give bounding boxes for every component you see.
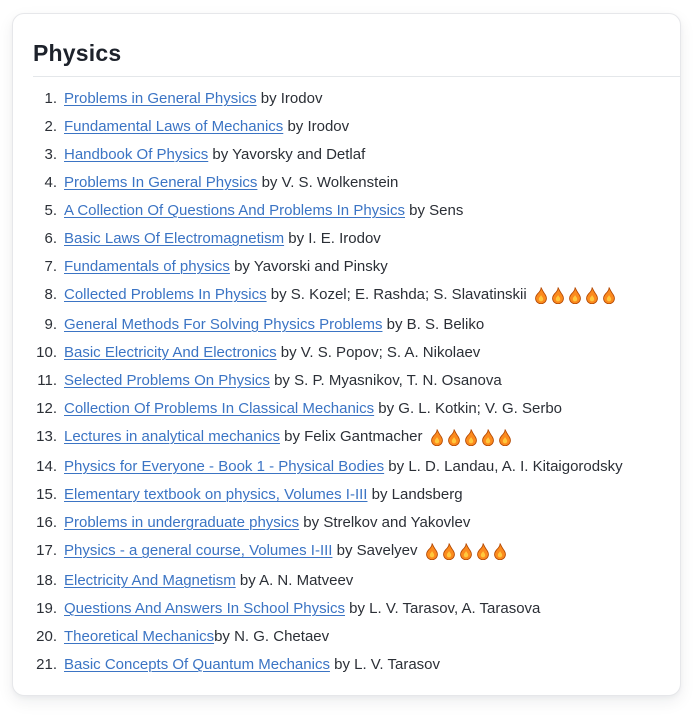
fire-rating bbox=[533, 283, 618, 311]
book-link[interactable]: General Methods For Solving Physics Problems bbox=[64, 316, 383, 333]
item-number: 2. bbox=[44, 118, 57, 135]
item-author: by Yavorski and Pinsky bbox=[229, 258, 388, 275]
fire-icon bbox=[475, 543, 491, 560]
fire-icon bbox=[601, 287, 617, 304]
item-author: by Irodov bbox=[256, 90, 323, 107]
fire-icon bbox=[446, 429, 462, 446]
item-number: 6. bbox=[44, 230, 57, 247]
list-item bbox=[33, 141, 668, 169]
list-item bbox=[33, 85, 668, 113]
book-link[interactable]: Basic Concepts Of Quantum Mechanics bbox=[64, 656, 330, 673]
list-item bbox=[33, 481, 668, 509]
fire-icon bbox=[584, 287, 600, 304]
item-number: 3. bbox=[44, 146, 57, 163]
list-item bbox=[33, 339, 668, 367]
fire-rating bbox=[429, 425, 514, 453]
item-number: 5. bbox=[44, 202, 57, 219]
book-link[interactable]: Collection Of Problems In Classical Mechanics bbox=[64, 400, 375, 417]
list-item bbox=[33, 623, 668, 651]
item-author: by L. V. Tarasov bbox=[329, 656, 441, 673]
fire-icon bbox=[497, 429, 513, 446]
item-author: by S. P. Myasnikov, T. N. Osanova bbox=[269, 372, 502, 389]
book-link[interactable]: A Collection Of Questions And Problems In Physics bbox=[64, 202, 405, 219]
item-author: by V. S. Wolkenstein bbox=[257, 174, 399, 191]
list-item bbox=[33, 169, 668, 197]
item-number: 21. bbox=[36, 656, 57, 673]
book-link[interactable]: Handbook Of Physics bbox=[64, 146, 209, 163]
book-link[interactable]: Basic Laws Of Electromagnetism bbox=[64, 230, 285, 247]
item-author: by B. S. Beliko bbox=[382, 316, 485, 333]
book-list bbox=[33, 85, 668, 679]
book-link[interactable]: Questions And Answers In School Physics bbox=[64, 600, 345, 617]
item-author: by Felix Gantmacher bbox=[279, 428, 423, 445]
item-author: by Yavorsky and Detlaf bbox=[208, 146, 366, 163]
list-item bbox=[33, 567, 668, 595]
list-item bbox=[33, 281, 668, 311]
fire-icon bbox=[492, 543, 508, 560]
item-author: by V. S. Popov; S. A. Nikolaev bbox=[276, 344, 481, 361]
list-item bbox=[33, 453, 668, 481]
item-number: 19. bbox=[36, 600, 57, 617]
item-author: by N. G. Chetaev bbox=[214, 628, 330, 645]
item-number: 15. bbox=[36, 486, 57, 503]
page-title: Physics bbox=[33, 40, 122, 66]
book-link[interactable]: Lectures in analytical mechanics bbox=[64, 428, 280, 445]
item-number: 14. bbox=[36, 458, 57, 475]
fire-icon bbox=[424, 543, 440, 560]
book-link[interactable]: Fundamentals of physics bbox=[64, 258, 230, 275]
list-item bbox=[33, 651, 668, 679]
book-link[interactable]: Theoretical Mechanics bbox=[64, 628, 215, 645]
book-link[interactable]: Selected Problems On Physics bbox=[64, 372, 270, 389]
divider bbox=[33, 76, 680, 77]
list-item bbox=[33, 537, 668, 567]
book-link[interactable]: Problems In General Physics bbox=[64, 174, 258, 191]
list-item bbox=[33, 197, 668, 225]
item-author: by Sens bbox=[405, 202, 464, 219]
item-author: by Landsberg bbox=[367, 486, 463, 503]
item-number: 1. bbox=[44, 90, 57, 107]
list-item bbox=[33, 225, 668, 253]
fire-icon bbox=[458, 543, 474, 560]
fire-icon bbox=[429, 429, 445, 446]
book-link[interactable]: Collected Problems In Physics bbox=[64, 286, 267, 303]
item-number: 10. bbox=[36, 344, 57, 361]
physics-card bbox=[12, 13, 681, 696]
book-link[interactable]: Electricity And Magnetism bbox=[64, 572, 236, 589]
item-author: by L. V. Tarasov, A. Tarasova bbox=[344, 600, 541, 617]
list-item bbox=[33, 395, 668, 423]
book-link[interactable]: Physics - a general course, Volumes I-III bbox=[64, 542, 333, 559]
book-link[interactable]: Elementary textbook on physics, Volumes I-III bbox=[64, 486, 368, 503]
item-number: 17. bbox=[36, 542, 57, 559]
item-number: 20. bbox=[36, 628, 57, 645]
book-link[interactable]: Problems in undergraduate physics bbox=[64, 514, 300, 531]
book-link[interactable]: Basic Electricity And Electronics bbox=[64, 344, 277, 361]
list-item bbox=[33, 253, 668, 281]
fire-icon bbox=[550, 287, 566, 304]
item-author: by G. L. Kotkin; V. G. Serbo bbox=[374, 400, 562, 417]
list-item bbox=[33, 311, 668, 339]
fire-icon bbox=[441, 543, 457, 560]
fire-icon bbox=[480, 429, 496, 446]
item-number: 7. bbox=[44, 258, 57, 275]
item-author: by A. N. Matveev bbox=[235, 572, 354, 589]
item-number: 4. bbox=[44, 174, 57, 191]
list-item bbox=[33, 509, 668, 537]
item-number: 8. bbox=[44, 286, 57, 303]
list-item bbox=[33, 113, 668, 141]
fire-icon bbox=[567, 287, 583, 304]
item-author: by Savelyev bbox=[332, 542, 418, 559]
item-author: by Strelkov and Yakovlev bbox=[299, 514, 471, 531]
fire-icon bbox=[463, 429, 479, 446]
item-number: 9. bbox=[44, 316, 57, 333]
book-link[interactable]: Fundamental Laws of Mechanics bbox=[64, 118, 284, 135]
item-number: 12. bbox=[36, 400, 57, 417]
item-number: 18. bbox=[36, 572, 57, 589]
item-author: by S. Kozel; E. Rashda; S. Slavatinskii bbox=[266, 286, 527, 303]
item-author: by L. D. Landau, A. I. Kitaigorodsky bbox=[384, 458, 623, 475]
item-author: by Irodov bbox=[283, 118, 350, 135]
list-item bbox=[33, 423, 668, 453]
item-author: by I. E. Irodov bbox=[284, 230, 381, 247]
fire-icon bbox=[533, 287, 549, 304]
item-number: 11. bbox=[37, 372, 57, 389]
item-number: 13. bbox=[36, 428, 57, 445]
book-link[interactable]: Physics for Everyone - Book 1 - Physical Bodies bbox=[64, 458, 385, 475]
book-link[interactable]: Problems in General Physics bbox=[64, 90, 257, 107]
fire-rating bbox=[424, 539, 509, 567]
list-item bbox=[33, 367, 668, 395]
item-number: 16. bbox=[36, 514, 57, 531]
list-item bbox=[33, 595, 668, 623]
